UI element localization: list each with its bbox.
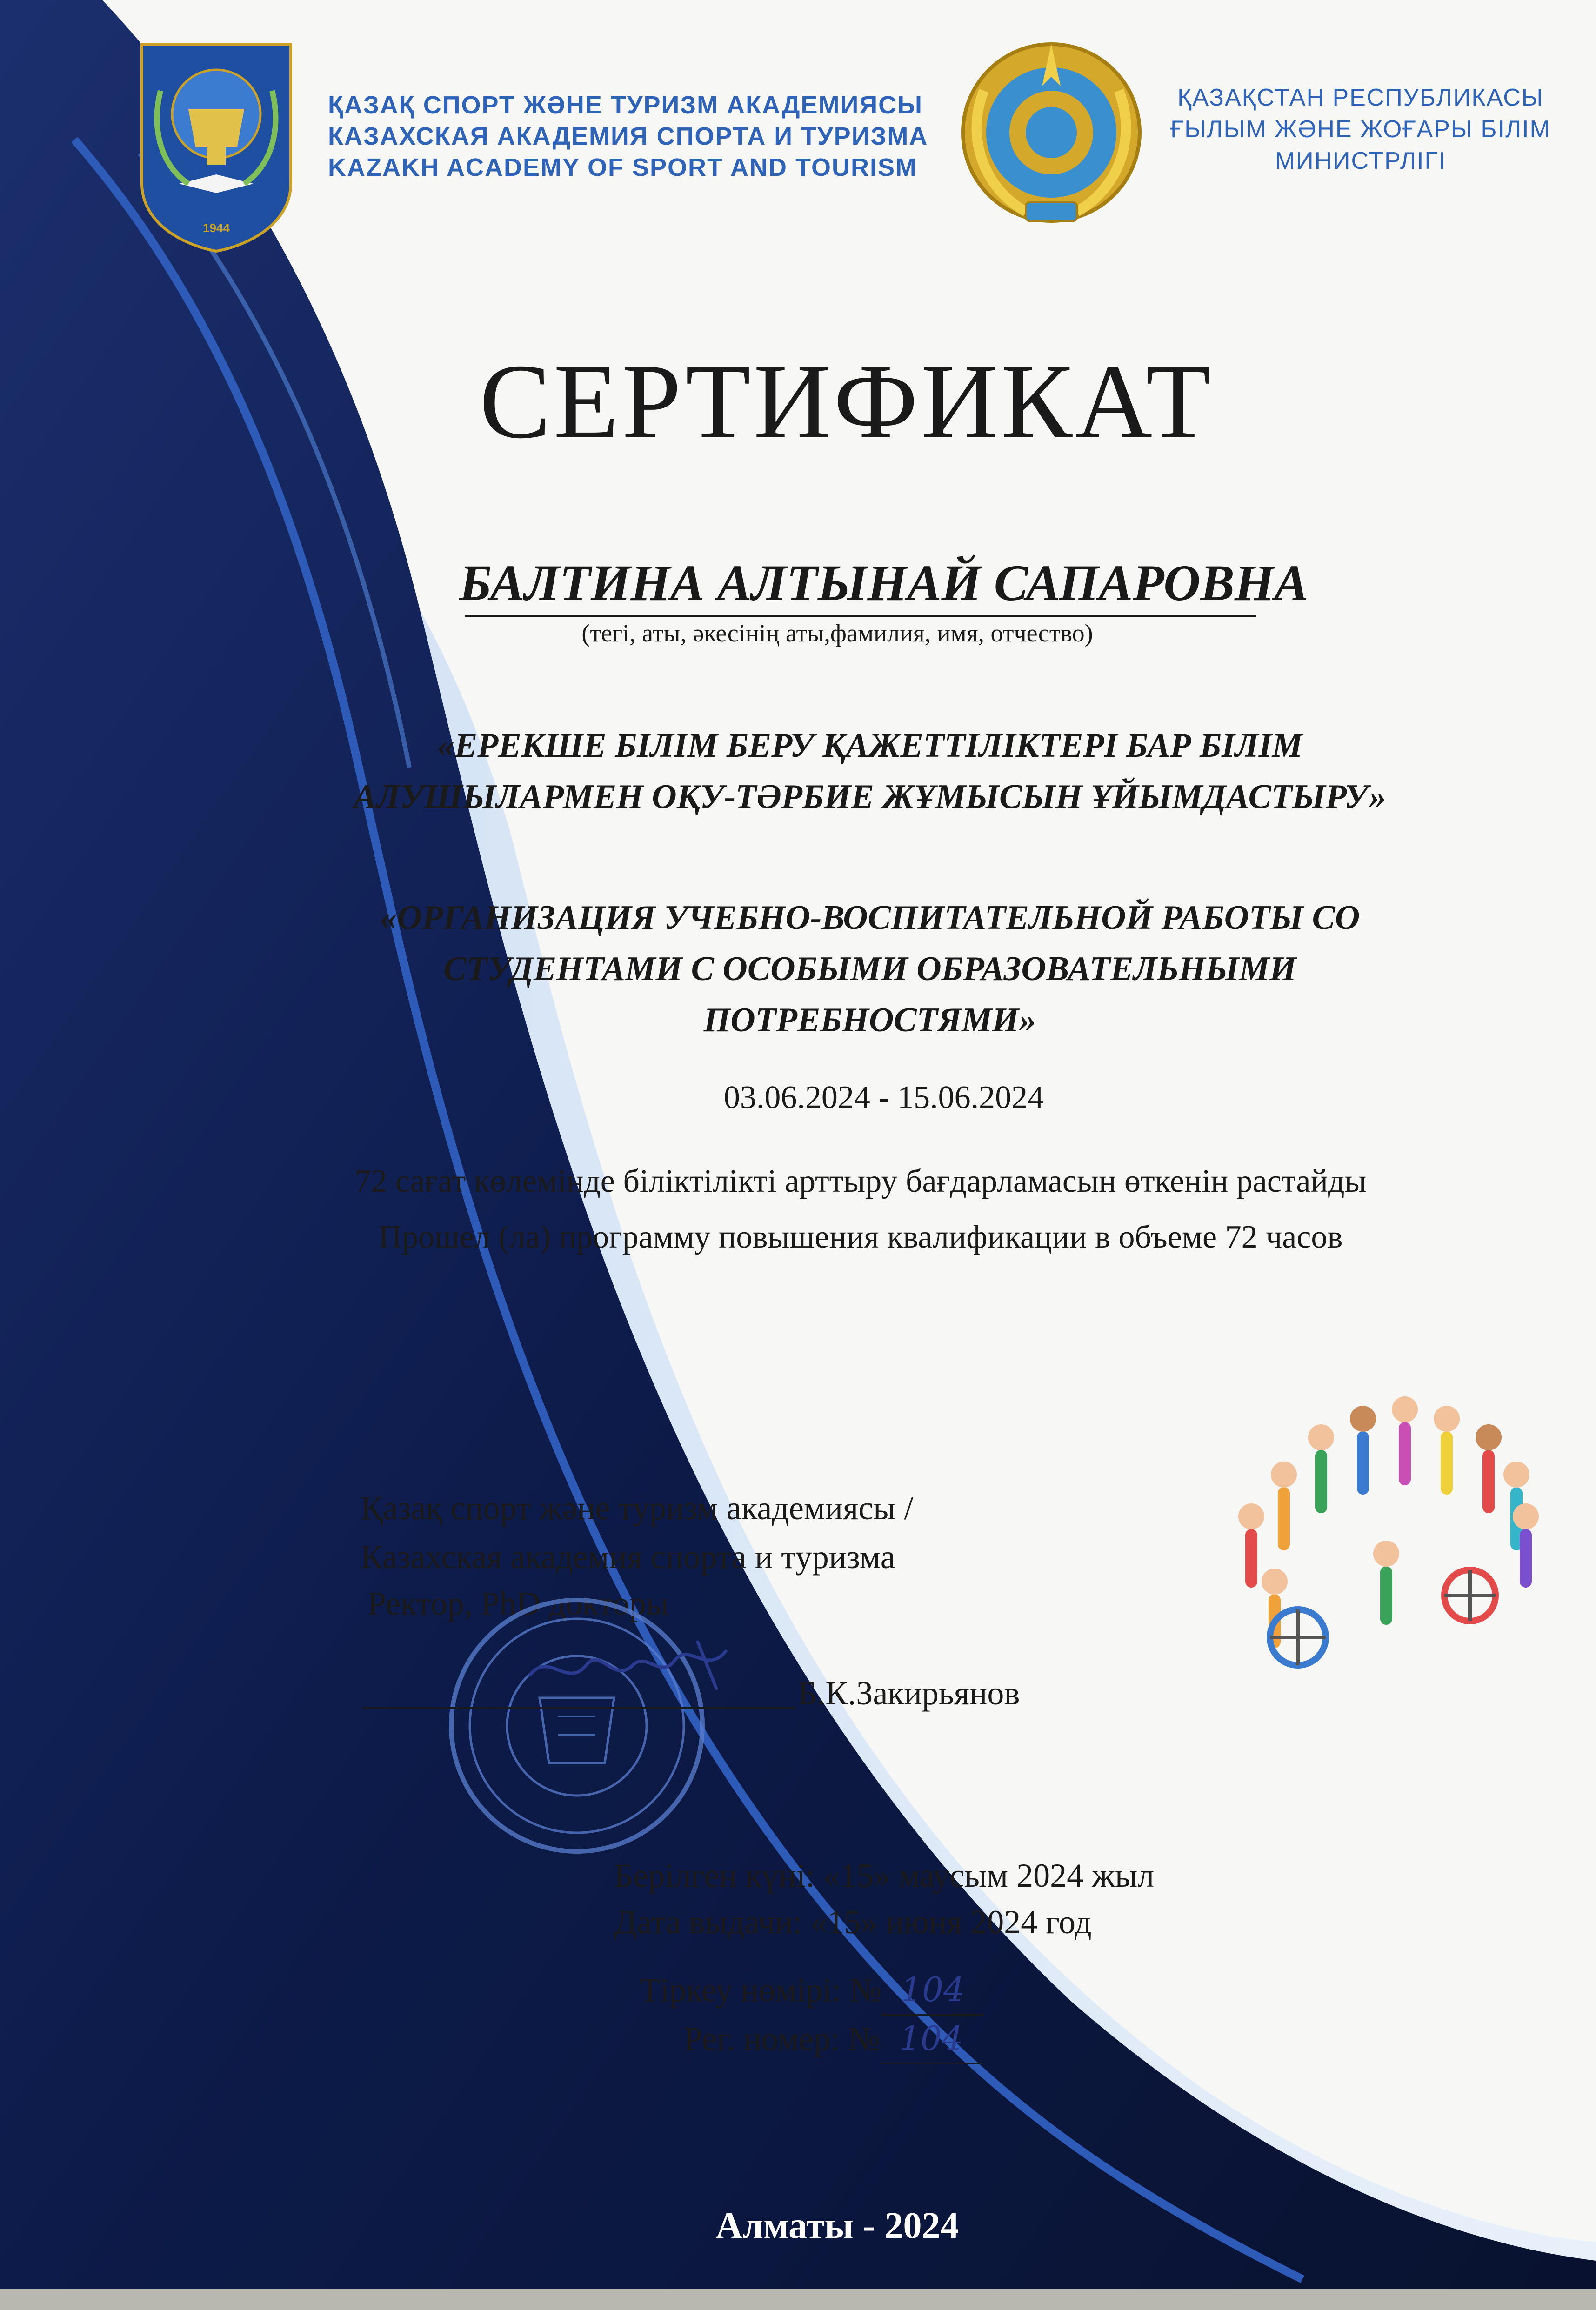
confirmation-kz: 72 сағат көлемінде біліктілікті арттыру бағдарламасын өткенін растайды bbox=[354, 1163, 1367, 1199]
recipient-name: БАЛТИНА АЛТЫНАЙ САПАРОВНА bbox=[459, 554, 1309, 611]
registration-number-kz bbox=[640, 1965, 984, 2016]
state-emblem bbox=[956, 35, 1147, 230]
signer-name: Б.К.Закирьянов bbox=[798, 1675, 1020, 1712]
inclusion-illustration bbox=[1191, 1377, 1558, 1675]
signature-position: Ректор, PhD докторы bbox=[367, 1585, 669, 1622]
registration-number-ru bbox=[684, 2014, 982, 2064]
registration-number-value-ru: 104 bbox=[880, 2014, 982, 2064]
issue-date-kz: Берілген күні: «15» маусым 2024 жыл bbox=[614, 1857, 1155, 1894]
ministry-line-3: МИНИСТРЛІГІ bbox=[1275, 147, 1447, 174]
course-title-kz-line-1: «ЕРЕКШЕ БІЛІМ БЕРУ ҚАЖЕТТІЛІКТЕРІ БАР БІЛІМ bbox=[437, 727, 1303, 765]
course-dates: 03.06.2024 - 15.06.2024 bbox=[723, 1080, 1044, 1115]
signature-scribble-icon bbox=[521, 1633, 740, 1702]
ministry-line-2: ҒЫЛЫМ ЖӘНЕ ЖОҒАРЫ БІЛІМ bbox=[1170, 116, 1551, 143]
ministry-line-1: ҚАЗАҚСТАН РЕСПУБЛИКАСЫ bbox=[1177, 84, 1544, 111]
course-title-ru-line-2: СТУДЕНТАМИ С ОСОБЫМИ ОБРАЗОВАТЕЛЬНЫМИ bbox=[443, 950, 1296, 988]
signature-org-kz: Қазақ спорт және туризм академиясы / bbox=[361, 1489, 914, 1527]
academy-name-ru: КАЗАХСКАЯ АКАДЕМИЯ СПОРТА И ТУРИЗМА bbox=[328, 122, 928, 150]
footer-city-year: Алматы - 2024 bbox=[715, 2205, 959, 2246]
confirmation-ru: Прошел (ла) программу повышения квалификации в объеме 72 часов bbox=[378, 1219, 1343, 1255]
academy-logo bbox=[133, 35, 300, 254]
signature-org-ru: Казахская академия спорта и туризма bbox=[361, 1538, 895, 1576]
issue-date-ru: Дата выдачи: «15» июня 2024 год bbox=[614, 1903, 1092, 1941]
course-title-ru-line-3: ПОТРЕБНОСТЯМИ» bbox=[703, 1001, 1036, 1039]
registration-label-kz: Тіркеу нөмірі: № bbox=[640, 1971, 882, 2009]
official-stamp bbox=[419, 1586, 735, 1861]
state-emblem-icon bbox=[956, 35, 1147, 230]
academy-logo-year: 1944 bbox=[203, 221, 230, 235]
certificate-title: СЕРТИФИКАТ bbox=[479, 342, 1214, 461]
recipient-underline bbox=[465, 615, 1256, 617]
registration-number-value-kz: 104 bbox=[881, 1965, 984, 2016]
recipient-hint: (тегі, аты, әкесінің аты,фамилия, имя, отчество) bbox=[581, 619, 1093, 647]
course-title-ru-line-1: «ОРГАНИЗАЦИЯ УЧЕБНО-ВОСПИТАТЕЛЬНОЙ РАБОТЫ СО bbox=[380, 899, 1360, 937]
academy-name-en: KAZAKH ACADEMY OF SPORT AND TOURISM bbox=[328, 154, 918, 181]
registration-label-ru: Рег. номер: № bbox=[684, 2020, 880, 2057]
people-circle-icon bbox=[1238, 1396, 1539, 1665]
course-title-kz-line-2: АЛУШЫЛАРМЕН ОҚУ-ТӘРБИЕ ЖҰМЫСЫН ҰЙЫМДАСТЫРУ» bbox=[353, 778, 1387, 816]
signature-line bbox=[363, 1707, 795, 1709]
academy-name-kz: ҚАЗАҚ СПОРТ ЖӘНЕ ТУРИЗМ АКАДЕМИЯСЫ bbox=[328, 91, 923, 119]
